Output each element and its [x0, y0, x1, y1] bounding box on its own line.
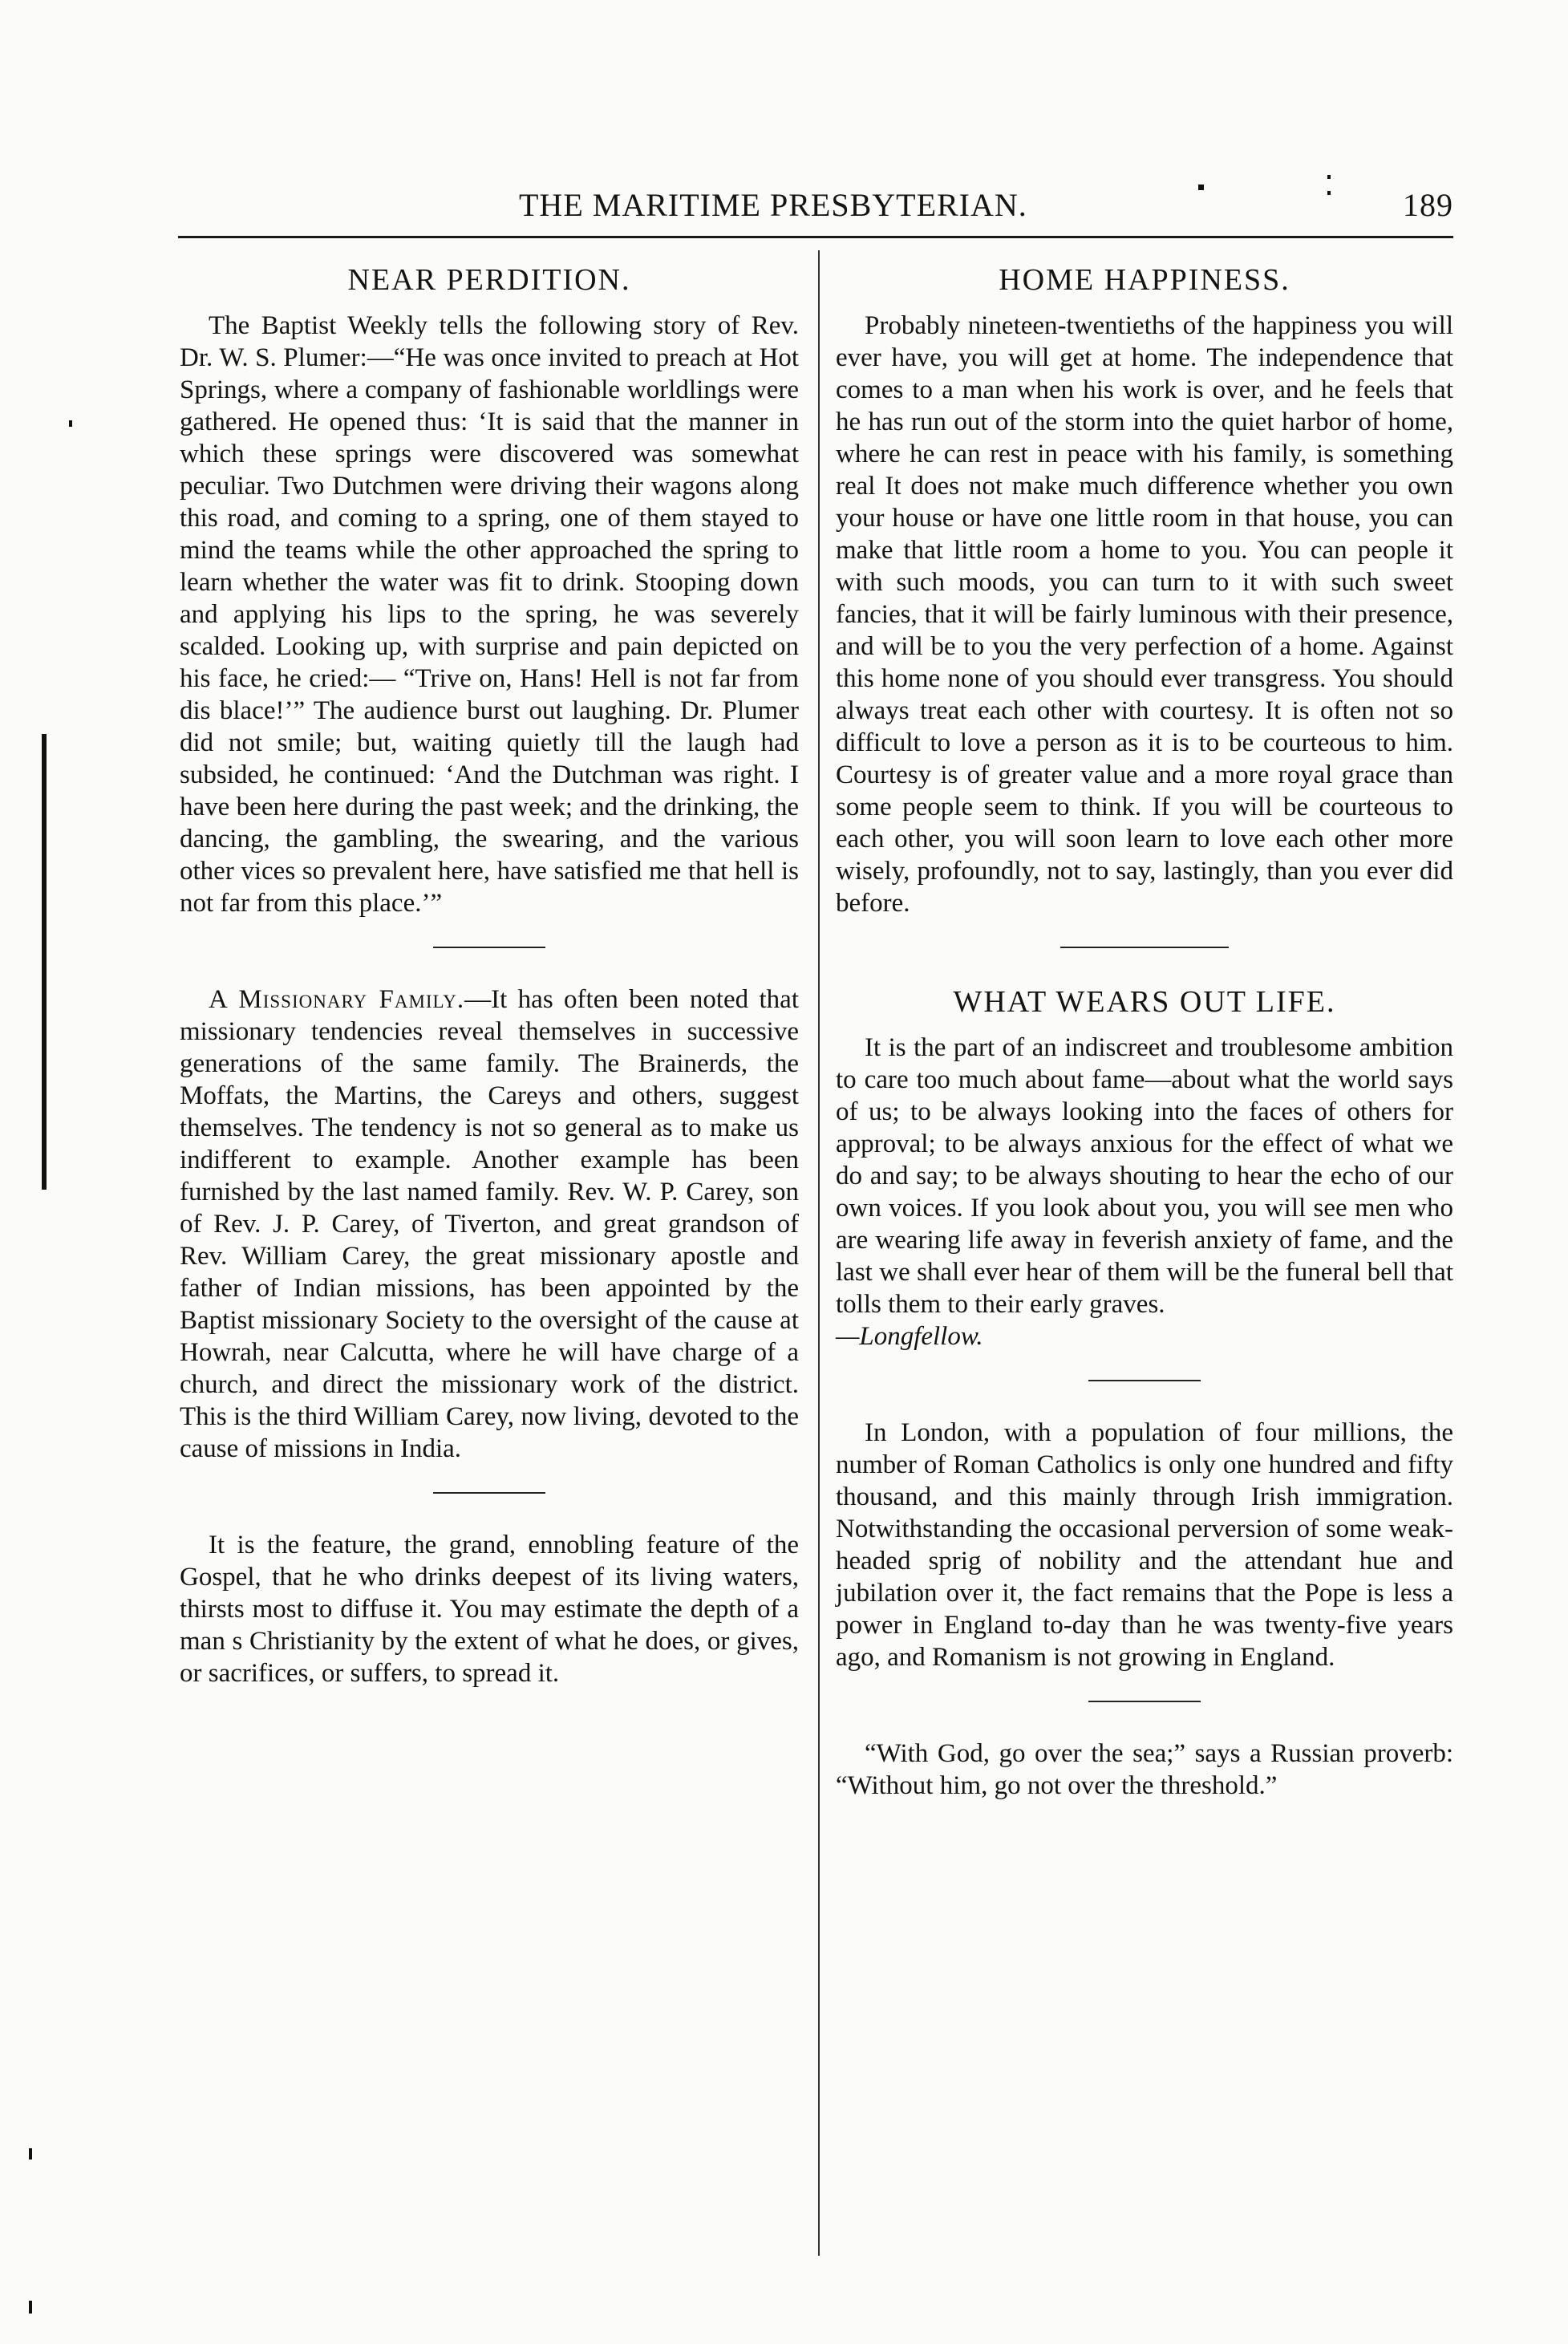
journal-title: THE MARITIME PRESBYTERIAN. — [519, 187, 1027, 223]
article-gospel-feature: It is the feature, the grand, ennobling feature of the Gospel, that he who drinks deepest of its living waters, thirsts most to diffuse it. You may estimate the depth of a man s Christianity by the extent of what he does, or gives, or sacrifices, or suffers, to spread it. — [180, 1531, 799, 1688]
missionary-family-lead: A Missionary Family. — [209, 985, 465, 1014]
article-missionary-family — [180, 983, 799, 1465]
margin-speck-mark — [1198, 185, 1204, 190]
header-rule — [178, 236, 1453, 238]
page-number: 189 — [1403, 187, 1453, 223]
article-near-perdition-text: The Baptist Weekly tells the following story of Rev. Dr. W. S. Plumer:—“He was once invited to preach at Hot Springs, where a company of fashionable worldlings were gathered. He opened thus: ‘It is said that the manner in which these springs were discovered was somewhat peculiar. Two Dutchmen were driving their wagons along this road, and coming to a spring, one of them stayed to mind the teams while the other approached the spring to learn whether the water was fit to drink. Stooping down and applying his lips to the spring, he was severely scalded. Looking up, with surprise and pain depicted on his face, he cried:— “Trive on, Hans! Hell is not far from dis blace!’” The audience burst out laughing. Dr. Plumer did not smile; but, waiting quietly till the laugh had subsided, he continued: ‘And the Dutchman was right. I have been here during the past week; and the drinking, the dancing, the gambling, the swearing, and the various other vices so prevalent here, have satisfied me that hell is not far from this place.’” — [180, 311, 799, 918]
margin-speck-mark — [1327, 191, 1331, 195]
article-home-happiness-text: Probably nineteen-twentieths of the happiness you will ever have, you will get at home. The independence that comes to a man when his work is over, and he feels that he has run out of the storm into the quiet harbor of home, where he can rest in peace with his family, is something real It does not make much difference whether you own your house or have one little room in that house, you can make that little room a home to you. You can people it with such moods, you can turn to it with such sweet fancies, that it will be fairly luminous with their presence, and will be to you the very perfection of a home. Against this home none of you should ever transgress. You should always treat each other with courtesy. It is often not so difficult to love a person as it is to be courteous to him. Courtesy is of greater value and a more royal grace than some people seem to think. If you will be courteous to each other, you will soon learn to love each other more wisely, profoundly, not to say, lastingly, than you ever did before. — [836, 311, 1453, 918]
margin-speck-mark — [29, 2301, 32, 2314]
separator-rule — [433, 1492, 545, 1494]
heading-what-wears-out-life: WHAT WEARS OUT LIFE. — [953, 985, 1336, 1019]
separator-rule — [433, 947, 545, 948]
margin-speck-mark — [29, 2148, 32, 2159]
attribution-longfellow: —Longfellow. — [836, 1322, 983, 1351]
margin-speck-mark — [69, 420, 72, 427]
left-column — [180, 255, 799, 1689]
margin-bar-mark — [42, 734, 47, 1190]
running-header — [178, 178, 1453, 228]
separator-rule — [1088, 1380, 1201, 1381]
margin-speck-mark — [1327, 175, 1331, 179]
right-column — [836, 255, 1453, 1802]
article-what-wears-out-life-text: It is the part of an indiscreet and troublesome ambition to care too much about fame—about what the world says of us; to be always looking into the faces of others for approval; to be always anxious for the effect of what we do and say; to be always shouting to hear the echo of our own voices. If you look about you, you will see men who are wearing life away in feverish anxiety of fame, and the last we shall ever hear of them will be the funeral bell that tolls them to their early graves. — [836, 1033, 1453, 1319]
heading-home-happiness: HOME HAPPINESS. — [999, 263, 1290, 297]
article-russian-proverb: “With God, go over the sea;” says a Russian proverb: “Without him, go not over the threshold.” — [836, 1739, 1453, 1800]
separator-rule — [1088, 1701, 1201, 1702]
column-divider — [818, 250, 820, 2256]
heading-near-perdition: NEAR PERDITION. — [347, 263, 631, 297]
missionary-family-text: —It has often been noted that missionary tendencies reveal themselves in successive generations of the same family. The Brainerds, the Moffats, the Martins, the Careys and others, suggest themselves. The tendency is not so general as to make us indifferent to example. Another example has been furnished by the last named family. Rev. W. P. Carey, son of Rev. J. P. Carey, of Tiverton, and great grandson of Rev. William Carey, the great missionary apostle and father of Indian missions, has been appointed by the Baptist missionary Society to the oversight of the cause at Howrah, near Calcutta, where he will have charge of a church, and direct the missionary work of the district. This is the third William Carey, now living, devoted to the cause of missions in India. — [180, 985, 800, 1463]
article-london-catholics: In London, with a population of four millions, the number of Roman Catholics is only one hundred and fifty thousand, and this mainly through Irish immigration. Notwithstanding the occasional perversion of some weak-headed sprig of nobility and the attendant hue and jubilation over it, the fact remains that the Pope is less a power in England to-day than he was twenty-five years ago, and Romanism is not growing in England. — [836, 1418, 1453, 1672]
separator-rule — [1060, 947, 1229, 948]
